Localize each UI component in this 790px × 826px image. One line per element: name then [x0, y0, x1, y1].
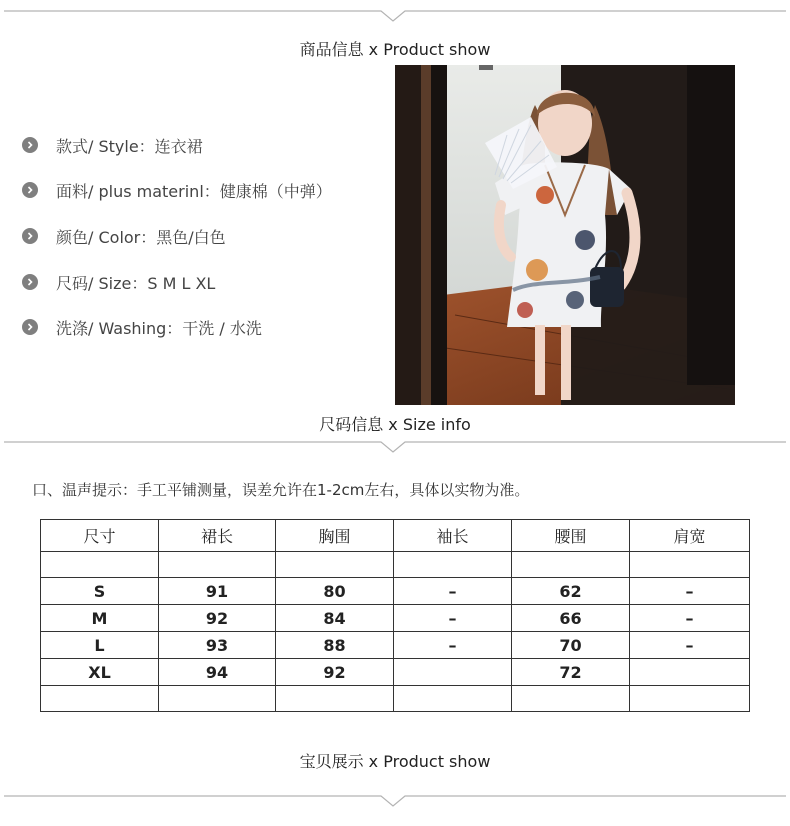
table-cell: [394, 686, 512, 712]
product-show-title: 宝贝展示 x Product show: [299, 752, 491, 771]
hint-text: 口、温声提示：手工平铺测量，误差允许在1-2cm左右，具体以实物为准。: [32, 481, 530, 499]
table-cell: [630, 552, 750, 578]
header-waist: 腰围: [512, 520, 630, 552]
spec-item-material: [22, 178, 332, 202]
table-cell: –: [394, 632, 512, 659]
measurement-hint: [32, 479, 529, 500]
table-cell: –: [394, 578, 512, 605]
product-info-title: 商品信息 x Product show: [299, 40, 491, 59]
spec-item-size: [22, 270, 215, 294]
table-cell: 94: [159, 659, 276, 686]
size-info-title: 尺码信息 x Size info: [319, 415, 471, 434]
table-row: [41, 605, 750, 632]
table-cell: [394, 659, 512, 686]
spec-label: 颜色/ Color：黑色/白色: [56, 227, 226, 247]
table-cell: [512, 552, 630, 578]
table-cell: –: [394, 605, 512, 632]
table-cell: [41, 552, 159, 578]
spec-item-color: [22, 224, 226, 248]
spec-item-style: [22, 133, 203, 157]
table-cell: [159, 552, 276, 578]
table-cell: 84: [276, 605, 394, 632]
table-cell: 93: [159, 632, 276, 659]
spec-label: 面料/ plus materinl：健康棉（中弹）: [56, 181, 332, 201]
table-cell: 62: [512, 578, 630, 605]
table-cell: –: [630, 632, 750, 659]
chevron-right-icon: [22, 319, 38, 335]
table-cell: –: [630, 605, 750, 632]
middle-divider: [4, 436, 786, 454]
chevron-right-icon: [22, 137, 38, 153]
chevron-right-icon: [22, 228, 38, 244]
table-cell: [512, 686, 630, 712]
table-row: [41, 686, 750, 712]
table-cell: 80: [276, 578, 394, 605]
header-sleeve-length: 袖长: [394, 520, 512, 552]
spec-label: 尺码/ Size：S M L XL: [56, 273, 216, 293]
table-cell: 92: [159, 605, 276, 632]
header-shoulder: 肩宽: [630, 520, 750, 552]
table-cell: [630, 659, 750, 686]
top-divider: [4, 5, 786, 23]
table-cell: [276, 552, 394, 578]
header-bust: 胸围: [276, 520, 394, 552]
table-cell: [276, 686, 394, 712]
table-cell: 66: [512, 605, 630, 632]
product-photo: [395, 65, 735, 405]
table-cell: [394, 552, 512, 578]
table-cell: [159, 686, 276, 712]
table-cell: 88: [276, 632, 394, 659]
table-row: [41, 552, 750, 578]
table-cell: S: [41, 578, 159, 605]
chevron-right-icon: [22, 274, 38, 290]
header-size: 尺寸: [41, 520, 159, 552]
table-cell: XL: [41, 659, 159, 686]
table-row: [41, 632, 750, 659]
table-cell: M: [41, 605, 159, 632]
table-cell: 92: [276, 659, 394, 686]
table-cell: L: [41, 632, 159, 659]
bottom-divider: [4, 790, 786, 808]
table-cell: 70: [512, 632, 630, 659]
table-header-row: [41, 520, 750, 552]
spec-item-washing: [22, 315, 262, 339]
chevron-right-icon: [22, 182, 38, 198]
header-skirt-length: 裙长: [159, 520, 276, 552]
table-cell: 72: [512, 659, 630, 686]
table-row: [41, 578, 750, 605]
table-cell: [41, 686, 159, 712]
spec-label: 款式/ Style：连衣裙: [56, 136, 203, 156]
size-table: [40, 519, 750, 712]
spec-label: 洗涤/ Washing：干洗 / 水洗: [56, 318, 262, 338]
table-row: [41, 659, 750, 686]
table-cell: –: [630, 578, 750, 605]
table-cell: [630, 686, 750, 712]
table-cell: 91: [159, 578, 276, 605]
